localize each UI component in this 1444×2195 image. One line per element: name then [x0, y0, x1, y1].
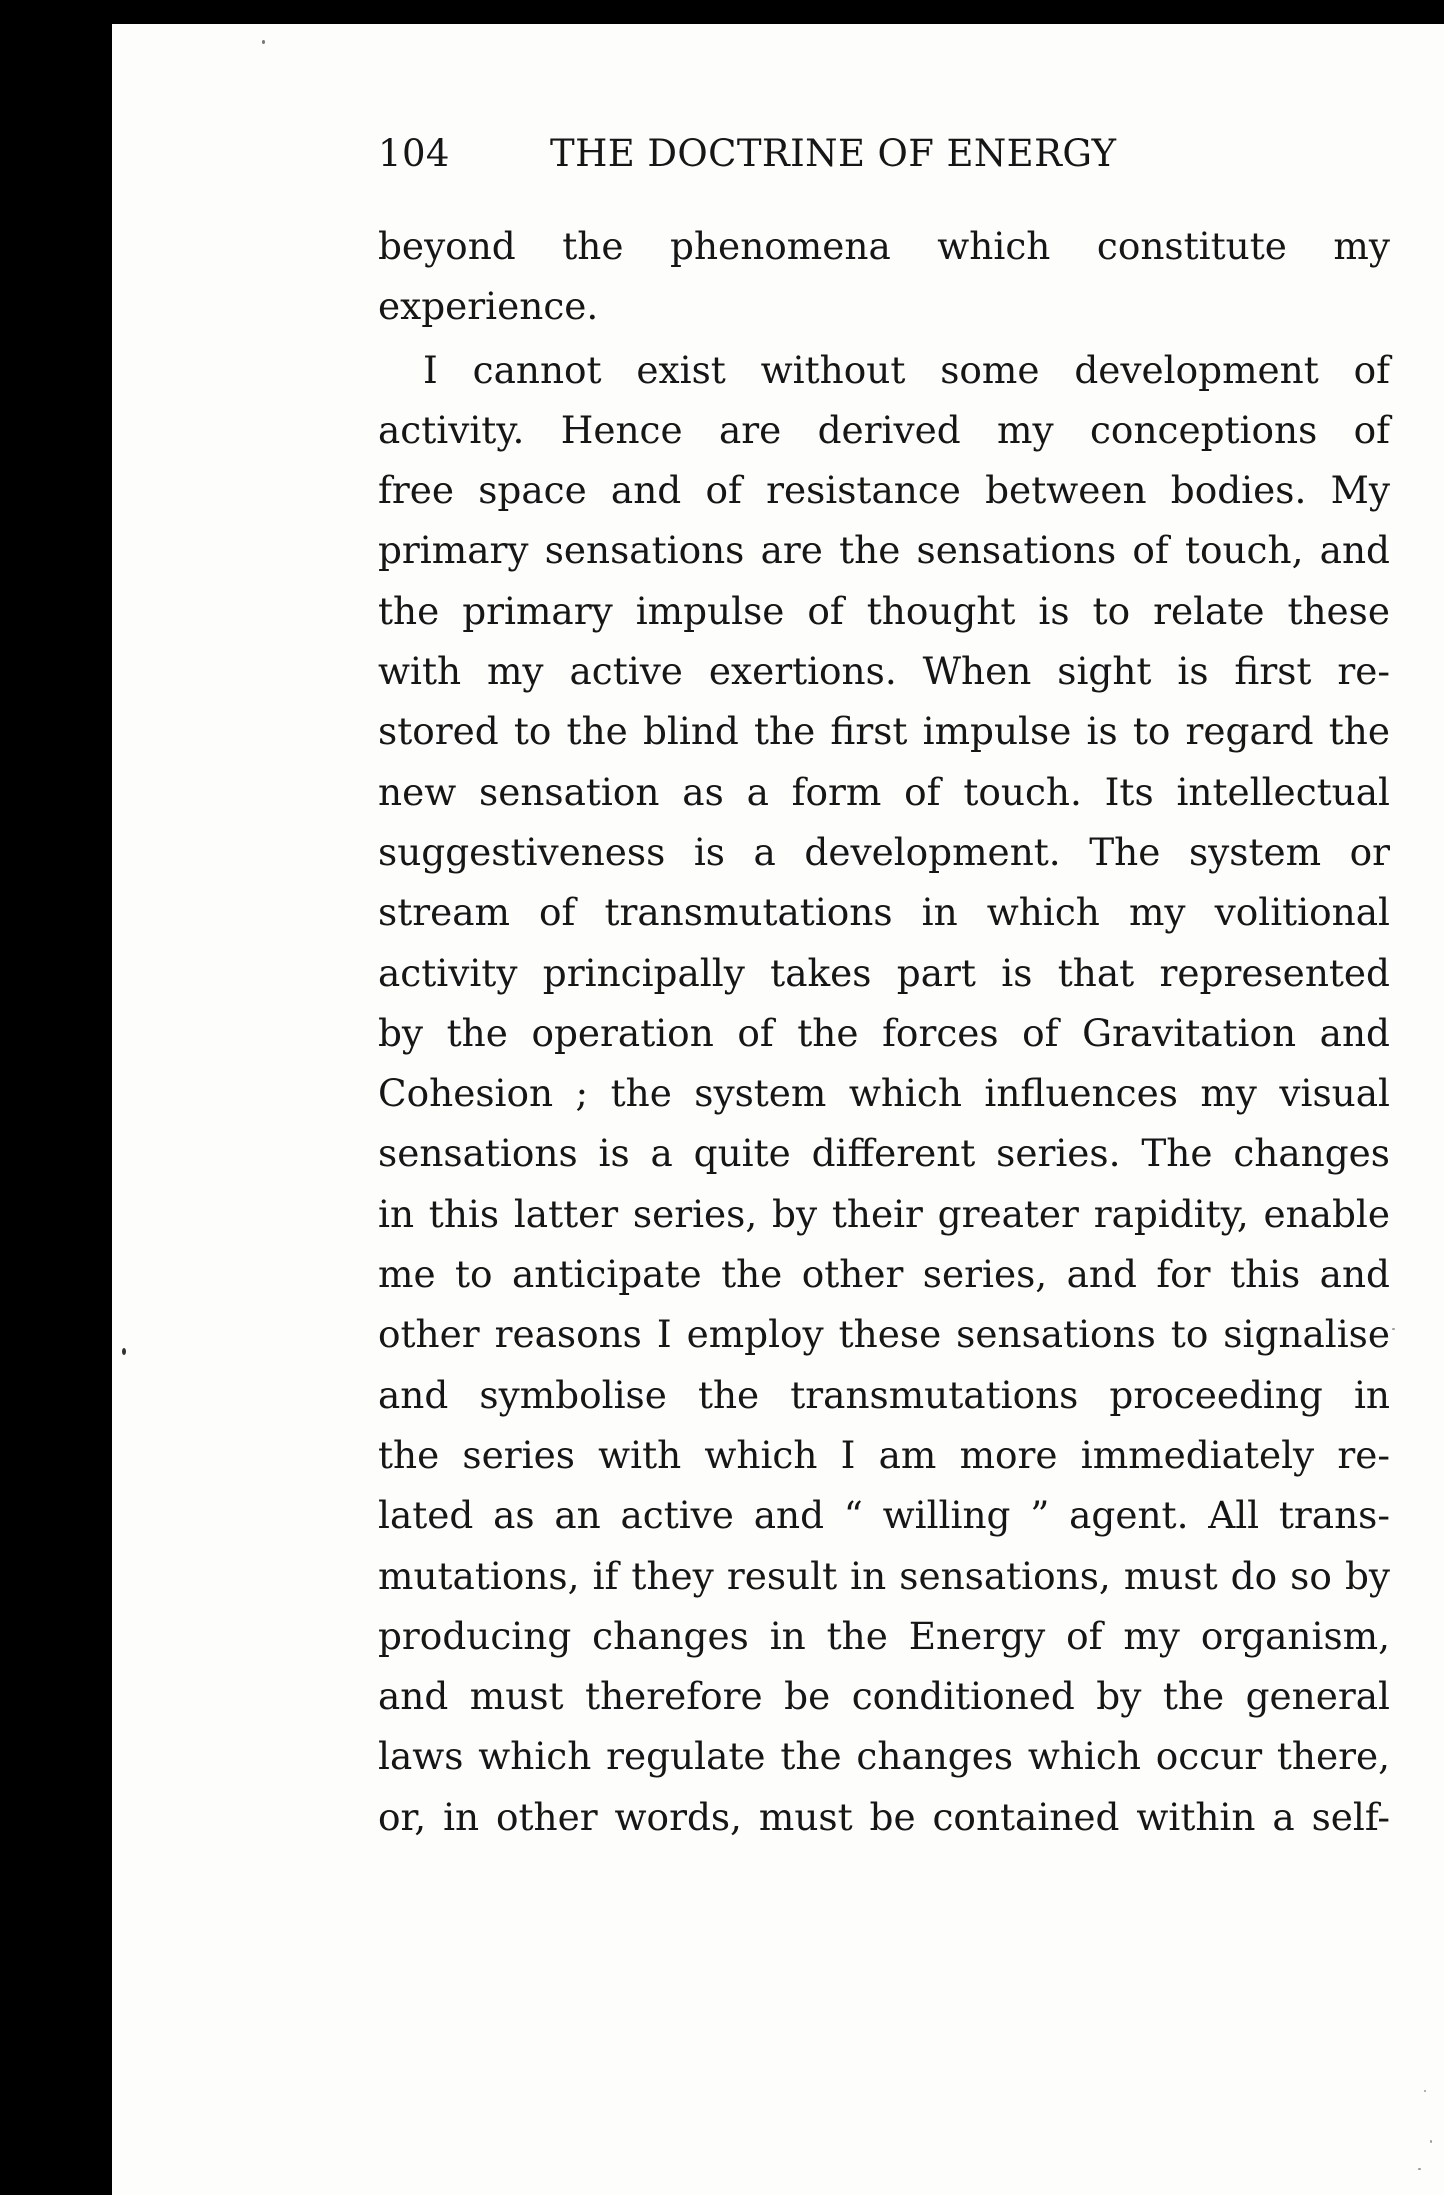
page-header — [378, 128, 1228, 180]
scan-speck — [262, 40, 265, 44]
scan-speck — [1430, 2140, 1432, 2143]
text-line: activity principally takes part is that represented — [378, 950, 1390, 995]
scan-top-border — [0, 0, 1444, 24]
scan-speck — [1424, 2090, 1426, 2092]
text-line: stored to the blind the first impulse is to regard the — [378, 709, 1390, 754]
text-line: Cohesion ; the system which influences my visual — [378, 1071, 1390, 1116]
text-line: free space and of resistance between bodies. My — [378, 468, 1390, 513]
text-line: new sensation as a form of touch. Its intellectual — [378, 769, 1390, 814]
text-line: mutations, if they result in sensations, must do so by — [378, 1553, 1390, 1598]
text-line: producing changes in the Energy of my organism, — [378, 1613, 1390, 1658]
body-text — [378, 216, 1390, 1847]
scan-speck — [122, 1348, 126, 1355]
text-line: activity. Hence are derived my conceptions of — [378, 407, 1390, 452]
text-line: and symbolise the transmutations proceeding in — [378, 1372, 1390, 1417]
text-line: by the operation of the forces of Gravitation and — [378, 1010, 1390, 1055]
text-line: in this latter series, by their greater rapidity, enable — [378, 1191, 1390, 1236]
scan-left-border — [0, 0, 112, 2195]
text-line: stream of transmutations in which my volitional — [378, 890, 1390, 935]
text-line: or, in other words, must be contained within a self- — [378, 1794, 1390, 1839]
scan-speck — [1418, 2168, 1421, 2170]
text-line: the series with which I am more immediately re- — [378, 1432, 1390, 1477]
text-line: I cannot exist without some development of — [423, 347, 1390, 392]
text-line: primary sensations are the sensations of touch, and — [378, 528, 1390, 573]
text-line: the primary impulse of thought is to relate these — [378, 588, 1390, 633]
text-line: experience. — [378, 284, 599, 329]
scan-speck — [1392, 1328, 1395, 1330]
running-title: THE DOCTRINE OF ENERGY — [550, 132, 1117, 175]
text-line: suggestiveness is a development. The system or — [378, 829, 1390, 874]
text-line: beyond the phenomena which constitute my — [378, 224, 1390, 268]
page-number: 104 — [378, 132, 450, 175]
text-line: other reasons I employ these sensations to signalise — [378, 1312, 1390, 1357]
text-line: and must therefore be conditioned by the general — [378, 1674, 1390, 1719]
text-line: with my active exertions. When sight is first re- — [378, 649, 1390, 694]
text-line: lated as an active and “ willing ” agent. All trans- — [378, 1493, 1390, 1538]
text-line: laws which regulate the changes which occur there, — [378, 1734, 1390, 1779]
text-line: me to anticipate the other series, and for this and — [378, 1252, 1390, 1297]
text-line: sensations is a quite different series. The changes — [378, 1131, 1390, 1176]
